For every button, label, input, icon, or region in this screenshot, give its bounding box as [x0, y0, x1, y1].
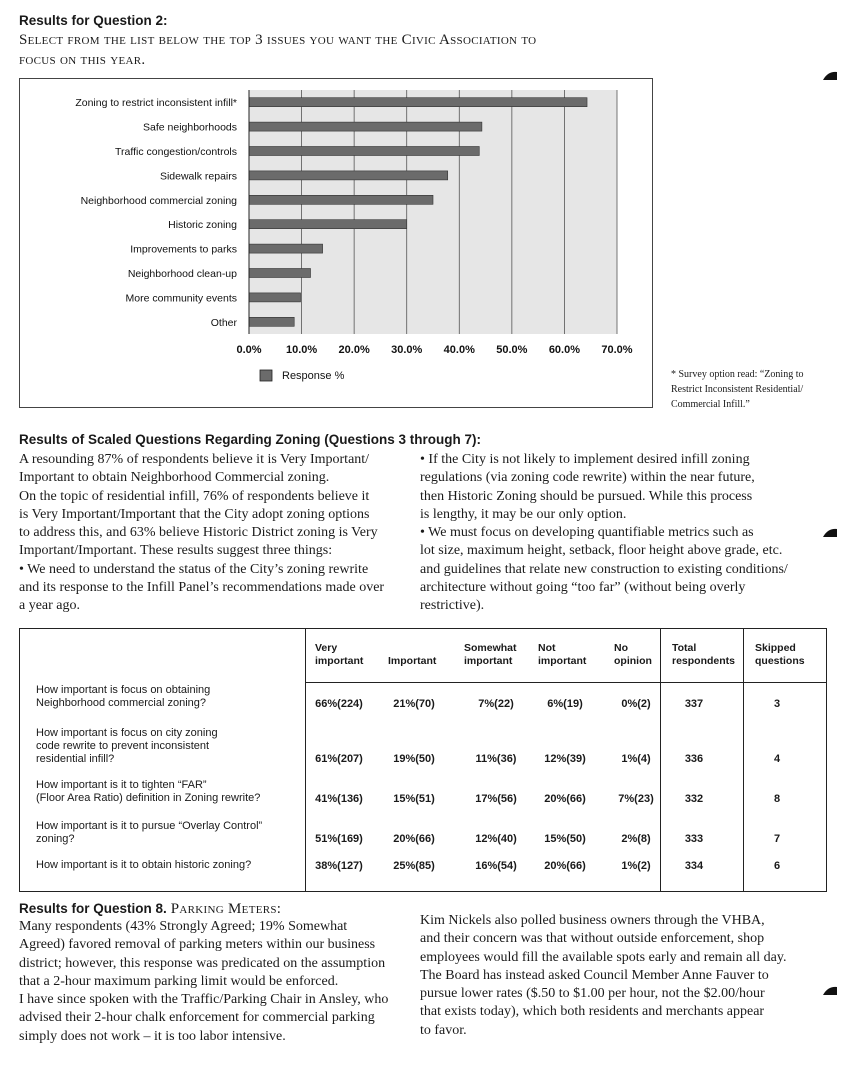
table-cell-value: 17%(56) — [475, 793, 517, 805]
table-row-question: How important is it to pursue “Overlay Control” — [36, 820, 263, 832]
question-8-left-column — [19, 918, 414, 1046]
chart-footnote — [671, 367, 803, 412]
table-cell-value: 1%(4) — [621, 753, 651, 765]
table-cell-value: 11%(36) — [475, 753, 517, 765]
bar — [249, 171, 448, 180]
scaled-left-line: • We need to understand the status of the City’s zoning rewrite — [19, 561, 369, 577]
table-column-header: Skipped — [755, 642, 796, 654]
table-row-question: How important is it to tighten “FAR” — [36, 779, 207, 791]
q8-left-line: simply does not work – it is too labor intensive. — [19, 1028, 286, 1044]
category-label: Other — [210, 316, 237, 329]
table-cell-value: 2%(8) — [621, 833, 651, 845]
category-label: Zoning to restrict inconsistent infill* — [75, 97, 237, 110]
table-cell-value: 15%(51) — [393, 793, 435, 805]
category-label: Traffic congestion/controls — [115, 146, 237, 158]
question-2-heading: Results for Question 2: — [19, 13, 168, 28]
scaled-right-line: then Historic Zoning should be pursued. While this process — [420, 488, 753, 504]
table-cell-value: 38%(127) — [315, 860, 363, 872]
table-cell-value: 336 — [684, 753, 704, 765]
table-row-question: zoning? — [36, 833, 75, 845]
question-8-heading-topic: Parking Meters: — [170, 901, 282, 917]
category-label: Neighborhood commercial zoning — [80, 194, 237, 207]
x-tick-label: 40.0% — [443, 344, 475, 356]
table-cell-value: 7 — [773, 833, 781, 845]
bar — [249, 244, 323, 253]
scaled-right-line: architecture without going “too far” (without being overly — [420, 580, 746, 596]
table-column-header: important — [315, 655, 364, 667]
scaled-right-line: restrictive). — [420, 598, 485, 614]
bar-chart-svg — [20, 79, 652, 407]
table-cell-value: 6 — [773, 860, 781, 872]
question-2-subheading-line1: Select from the list below the top 3 issues you want the Civic Association to — [19, 32, 537, 48]
table-column-header: important — [538, 655, 587, 667]
table-column-header: Important — [388, 655, 437, 667]
table-column-header: Total — [672, 642, 697, 654]
scaled-right-line: • We must focus on developing quantifiable metrics such as — [420, 525, 754, 541]
table-row-question: How important is it to obtain historic zoning? — [36, 859, 252, 871]
table-cell-value: 334 — [684, 860, 704, 872]
margin-tab-mark-icon — [822, 527, 838, 539]
category-label: Historic zoning — [168, 219, 237, 232]
table-row-question: code rewrite to prevent inconsistent — [36, 740, 210, 752]
bar — [249, 195, 433, 204]
scaled-left-line: On the topic of residential infill, 76% of respondents believe it — [19, 488, 370, 504]
table-cell-value: 20%(66) — [544, 793, 586, 805]
scaled-left-column — [19, 451, 409, 616]
table-column-header: Somewhat — [464, 642, 517, 654]
q8-left-line: district; however, this response was predicated on the assumption — [19, 955, 386, 971]
q8-right-line: to favor. — [420, 1022, 467, 1038]
category-label: Sidewalk repairs — [159, 170, 237, 183]
category-label: Safe neighborhoods — [143, 121, 237, 134]
table-cell-value: 25%(85) — [393, 860, 435, 872]
table-row-question: (Floor Area Ratio) definition in Zoning rewrite? — [36, 792, 261, 804]
table-cell-value: 333 — [684, 833, 704, 845]
q8-right-line: pursue lower rates ($.50 to $1.00 per hour, not the $2.00/hour — [420, 986, 765, 1002]
table-cell-value: 20%(66) — [393, 833, 435, 845]
table-cell-value: 61%(207) — [315, 753, 363, 765]
table-cell-value: 6%(19) — [547, 698, 583, 710]
table-column-header: Very — [315, 642, 338, 654]
table-row-question: residential infill? — [36, 753, 115, 765]
footnote-line-2: Restrict Inconsistent Residential/ — [671, 384, 804, 395]
category-label: Improvements to parks — [130, 243, 237, 256]
scaled-right-line: is lengthy, it may be our only option. — [420, 506, 627, 522]
table-row-question: Neighborhood commercial zoning? — [36, 697, 206, 709]
table-cell-value: 7%(22) — [478, 698, 514, 710]
category-label: Neighborhood clean-up — [127, 268, 237, 280]
scaled-right-line: lot size, maximum height, setback, floor height above grade, etc. — [420, 543, 783, 559]
x-tick-label: 50.0% — [496, 344, 528, 356]
q8-left-line: Many respondents (43% Strongly Agreed; 19% Somewhat — [19, 919, 348, 934]
bar — [249, 293, 301, 302]
table-cell-value: 1%(2) — [621, 860, 651, 872]
question-8-right-column — [420, 912, 830, 1040]
scaled-left-line: to address this, and 63% believe Historic District zoning is Very — [19, 525, 378, 541]
question-8-heading-label: Results for Question 8. — [19, 901, 167, 916]
table-cell-value: 20%(66) — [544, 860, 586, 872]
table-cell-value: 12%(39) — [544, 753, 586, 765]
table-cell-value: 332 — [684, 793, 704, 805]
table-header-rule — [305, 682, 826, 683]
table-column-header: important — [464, 655, 513, 667]
q8-right-line: employees would fill the available spots early and remain all day. — [420, 949, 787, 965]
table-cell-value: 66%(224) — [315, 698, 363, 710]
table-column-header: Not — [538, 642, 556, 654]
q8-left-line: advised their 2-hour chalk enforcement for commercial parking — [19, 1010, 375, 1026]
q8-right-line: and their concern was that without outside enforcement, shop — [420, 931, 765, 947]
footnote-line-1: * Survey option read: “Zoning to — [671, 369, 804, 380]
table-column-header: No — [614, 642, 628, 654]
zoning-results-table — [19, 628, 827, 892]
legend-label: Response % — [282, 370, 345, 382]
x-tick-label: 30.0% — [391, 344, 423, 356]
q8-right-line: The Board has instead asked Council Member Anne Fauver to — [420, 967, 769, 983]
table-cell-value: 15%(50) — [544, 833, 586, 845]
x-tick-label: 0.0% — [236, 344, 262, 356]
scaled-left-line: is Very Important/Important that the City adopt zoning options — [19, 506, 370, 522]
bar — [249, 98, 587, 107]
table-column-header: respondents — [672, 655, 736, 667]
table-cell-value: 19%(50) — [393, 753, 435, 765]
bar — [249, 122, 482, 131]
bar — [249, 269, 311, 278]
footnote-line-3: Commercial Infill.” — [671, 399, 750, 410]
scaled-left-line: Important/Important. These results suggest three things: — [19, 543, 333, 559]
question-2-chart — [19, 78, 653, 408]
x-tick-label: 60.0% — [548, 344, 581, 356]
table-cell-value: 4 — [773, 753, 781, 765]
bar — [249, 220, 407, 229]
q8-right-line: Kim Nickels also polled business owners through the VHBA, — [420, 913, 765, 928]
margin-tab-mark-icon — [822, 985, 838, 997]
scaled-left-line: a year ago. — [19, 598, 81, 614]
table-cell-value: 41%(136) — [315, 793, 363, 805]
category-label: More community events — [125, 292, 237, 305]
table-cell-value: 337 — [684, 698, 704, 710]
bar — [249, 317, 294, 326]
table-column-header: questions — [755, 655, 805, 667]
scaled-right-line: • If the City is not likely to implement desired infill zoning — [420, 452, 750, 467]
table-cell-value: 8 — [773, 793, 781, 805]
scaled-left-line: Important to obtain Neighborhood Commercial zoning. — [19, 470, 330, 486]
q8-left-line: I have since spoken with the Traffic/Parking Chair in Ansley, who — [19, 992, 389, 1008]
table-cell-value: 12%(40) — [475, 833, 517, 845]
table-cell-value: 51%(169) — [315, 833, 363, 845]
scaled-right-column — [420, 451, 830, 616]
scaled-right-line: and guidelines that relate new construction to existing conditions/ — [420, 561, 788, 577]
x-tick-label: 70.0% — [601, 344, 633, 356]
q8-left-line: Agreed) favored removal of parking meters within our business — [19, 937, 376, 953]
table-cell-value: 0%(2) — [621, 698, 651, 710]
scaled-left-line: A resounding 87% of respondents believe it is Very Important/ — [19, 452, 370, 467]
scaled-questions-heading: Results of Scaled Questions Regarding Zoning (Questions 3 through 7): — [19, 432, 482, 447]
x-tick-label: 20.0% — [338, 344, 370, 356]
table-cell-value: 16%(54) — [475, 860, 517, 872]
table-cell-value: 3 — [773, 698, 781, 710]
scaled-right-line: regulations (via zoning code rewrite) within the near future, — [420, 470, 755, 486]
table-row-question: How important is focus on city zoning — [36, 727, 218, 739]
table-cell-value: 7%(23) — [618, 793, 654, 805]
q8-left-line: that a 2-hour maximum parking limit would be enforced. — [19, 973, 339, 989]
bar — [249, 147, 479, 156]
x-tick-label: 10.0% — [285, 344, 318, 356]
margin-tab-mark-icon — [822, 70, 838, 82]
question-8-heading — [19, 900, 281, 918]
legend-swatch — [260, 370, 272, 381]
question-2-subheading-line2: focus on this year. — [19, 52, 146, 68]
scaled-left-line: and its response to the Infill Panel’s recommendations made over — [19, 580, 385, 596]
table-row-question: How important is focus on obtaining — [36, 684, 211, 696]
q8-right-line: that exists today), which both residents and merchants appear — [420, 1004, 765, 1020]
table-cell-value: 21%(70) — [393, 698, 435, 710]
table-column-header: opinion — [614, 655, 652, 667]
